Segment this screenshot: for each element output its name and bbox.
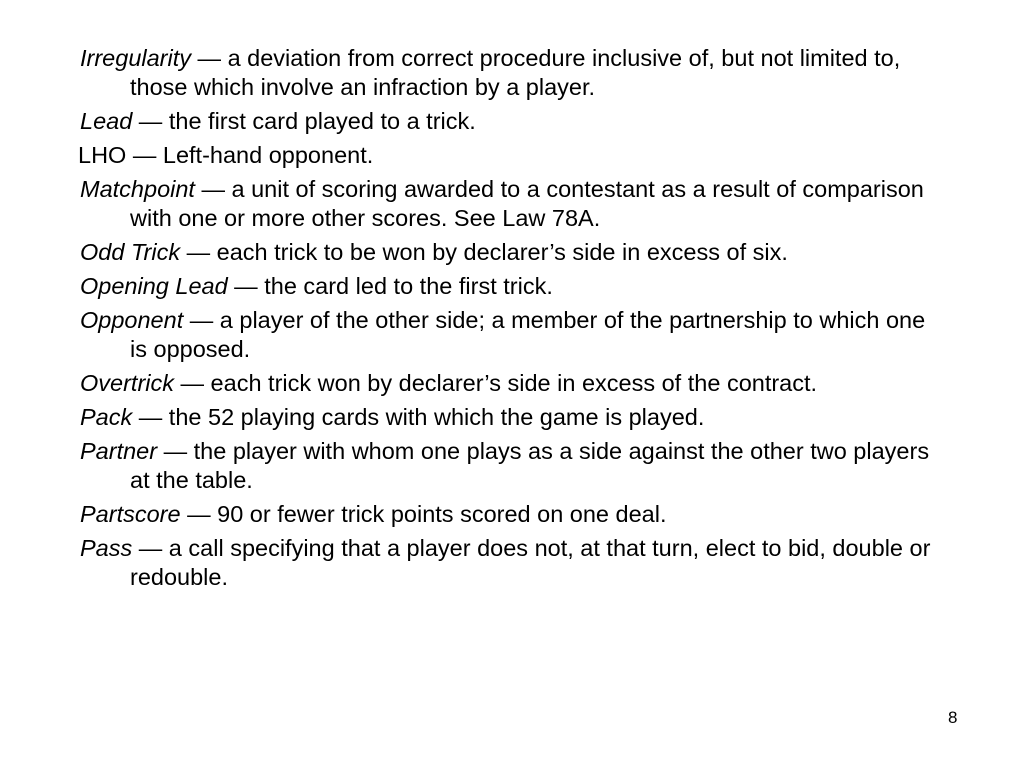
definition-text: — a player of the other side; a member of the partnership to which one is opposed. <box>130 307 926 362</box>
definition-text: — a call specifying that a player does not, at that turn, elect to bid, double or redouble. <box>130 535 931 590</box>
definition-opponent <box>80 306 940 364</box>
definition-term: Irregularity <box>80 45 192 71</box>
definition-term: Matchpoint <box>80 176 195 202</box>
definition-text: — the player with whom one plays as a side against the other two players at the table. <box>130 438 930 493</box>
definition-term: Pass <box>80 535 133 561</box>
definition-lead <box>80 107 940 136</box>
definition-term: Opening Lead <box>80 273 228 299</box>
definition-text: — a deviation from correct procedure inclusive of, but not limited to, those which involve an infraction by a player. <box>130 45 901 100</box>
definition-opening-lead <box>80 272 940 301</box>
definition-lho <box>78 141 940 170</box>
definition-term: Pack <box>80 404 133 430</box>
definition-pass <box>80 534 940 592</box>
definition-partner <box>80 437 940 495</box>
definition-term: Partner <box>80 438 158 464</box>
definition-term: Partscore <box>80 501 181 527</box>
definition-term: Lead <box>80 108 133 134</box>
definition-text: — Left-hand opponent. <box>126 142 374 168</box>
definition-overtrick <box>80 369 940 398</box>
definition-term: Overtrick <box>80 370 174 396</box>
definition-text: — a unit of scoring awarded to a contestant as a result of comparison with one or more other scores. See Law 78A. <box>130 176 924 231</box>
definition-matchpoint <box>80 175 940 233</box>
definition-irregularity <box>80 44 940 102</box>
definition-text: — each trick to be won by declarer’s side in excess of six. <box>180 239 788 265</box>
definition-text: — the 52 playing cards with which the game is played. <box>132 404 705 430</box>
definition-text: — each trick won by declarer’s side in excess of the contract. <box>174 370 818 396</box>
definition-term: Opponent <box>80 307 184 333</box>
definition-pack <box>80 403 940 432</box>
definition-text: — the card led to the first trick. <box>227 273 553 299</box>
definition-list <box>80 44 940 597</box>
definition-partscore <box>80 500 940 529</box>
definition-text: — 90 or fewer trick points scored on one deal. <box>180 501 667 527</box>
definition-odd-trick <box>80 238 940 267</box>
definition-term: Odd Trick <box>80 239 181 265</box>
page-number: 8 <box>948 708 958 727</box>
definition-term: LHO <box>78 142 127 168</box>
definition-text: — the first card played to a trick. <box>132 108 476 134</box>
